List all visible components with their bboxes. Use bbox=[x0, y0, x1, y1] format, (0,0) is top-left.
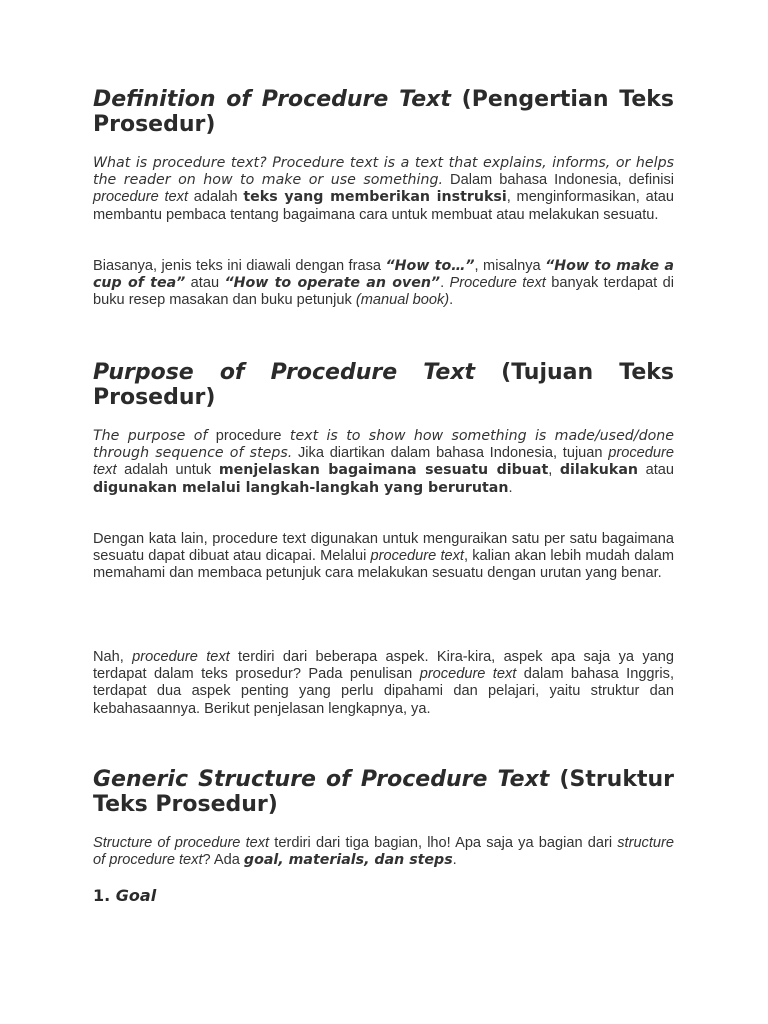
text-run: procedure text bbox=[132, 649, 230, 665]
text-run: , bbox=[548, 462, 560, 479]
text-run: Structure of procedure text bbox=[93, 835, 270, 851]
text-run: , menginformasikan, atau membantu pembaca tentang bagaimana cara untuk membuat atau melakukan sesuatu. bbox=[93, 189, 674, 223]
text-run: procedure text bbox=[93, 445, 674, 479]
paragraph bbox=[93, 531, 674, 583]
text-run: atau bbox=[638, 462, 674, 479]
paragraph bbox=[93, 155, 674, 224]
text-run: dalam bahasa Inggris, terdapat dua aspek penting yang perlu dipahami dan pelajari, yaitu struktur dan kebahasaannya. Berikut penjelasan lengkapnya, ya. bbox=[93, 666, 675, 717]
text-run: procedure text bbox=[419, 666, 517, 683]
text-run: structure of procedure text bbox=[93, 835, 675, 869]
paragraph bbox=[93, 428, 674, 497]
text-run: What is procedure text? Procedure text is a text that explains, informs, or helps the reader on how to make or use something. bbox=[93, 155, 674, 189]
text-run: digunakan melalui langkah-langkah yang berurutan bbox=[93, 479, 509, 496]
text-run: , kalian akan lebih mudah dalam memahami dan membaca petunjuk cara melakukan sesuatu dengan urutan yang benar. bbox=[93, 548, 674, 582]
text-run: adalah untuk bbox=[116, 462, 219, 479]
heading-purpose: Purpose of Procedure Text (Tujuan Teks Prosedur) bbox=[93, 360, 674, 410]
text-run: Dengan kata lain, procedure text digunakan untuk menguraikan satu per satu bagaimana sesuatu dapat dibuat atau dicapai. Melalui bbox=[93, 531, 674, 565]
text-run: Dalam bahasa Indonesia, definisi bbox=[443, 172, 674, 189]
text-run: Procedure text bbox=[449, 275, 546, 292]
text-run: . bbox=[449, 292, 454, 309]
text-run: teks yang memberikan instruksi bbox=[243, 189, 507, 206]
text-run: atau bbox=[185, 275, 225, 292]
text-run: . bbox=[440, 275, 450, 292]
text-run: “How to make a cup of tea” bbox=[93, 258, 675, 292]
text-run: terdiri dari beberapa aspek. Kira-kira, aspek apa saja ya yang terdapat dalam teks prosedur? Pada penulisan bbox=[93, 649, 674, 683]
text-run: terdiri dari tiga bagian, lho! Apa saja ya bagian dari bbox=[269, 835, 618, 851]
text-run: goal, materials, dan steps bbox=[243, 852, 453, 869]
paragraph bbox=[93, 835, 674, 869]
text-run: “How to…” bbox=[385, 258, 475, 274]
text-run: adalah bbox=[188, 189, 244, 206]
text-run: (manual book) bbox=[355, 292, 450, 309]
text-run: dilakukan bbox=[559, 462, 638, 479]
text-run: menjelaskan bagaimana sesuatu dibuat bbox=[218, 462, 549, 479]
text-run: procedure text bbox=[370, 548, 464, 565]
text-run: . bbox=[508, 479, 513, 496]
text-run: . bbox=[452, 852, 457, 869]
heading-definition: Definition of Procedure Text (Pengertian Teks Prosedur) bbox=[93, 87, 674, 137]
text-run: “How to operate an oven” bbox=[224, 275, 441, 292]
text-run: banyak terdapat di buku resep masakan dan buku petunjuk bbox=[93, 275, 674, 309]
text-run: text is to show how something is made/used/done through sequence of steps. bbox=[93, 428, 674, 462]
text-run: ? Ada bbox=[202, 852, 244, 869]
text-run: Jika diartikan dalam bahasa Indonesia, tujuan bbox=[292, 445, 609, 462]
text-run: The purpose of bbox=[93, 428, 216, 444]
text-run: procedure bbox=[215, 428, 282, 444]
paragraph bbox=[93, 258, 674, 310]
text-run: procedure text bbox=[93, 189, 189, 206]
paragraph bbox=[93, 649, 674, 718]
list-item-goal: 1. Goal bbox=[93, 886, 157, 905]
text-run: , misalnya bbox=[474, 258, 546, 274]
heading-structure: Generic Structure of Procedure Text (Struktur Teks Prosedur) bbox=[93, 767, 675, 817]
text-run: Biasanya, jenis teks ini diawali dengan frasa bbox=[93, 258, 386, 274]
text-run: Nah, bbox=[93, 649, 133, 665]
